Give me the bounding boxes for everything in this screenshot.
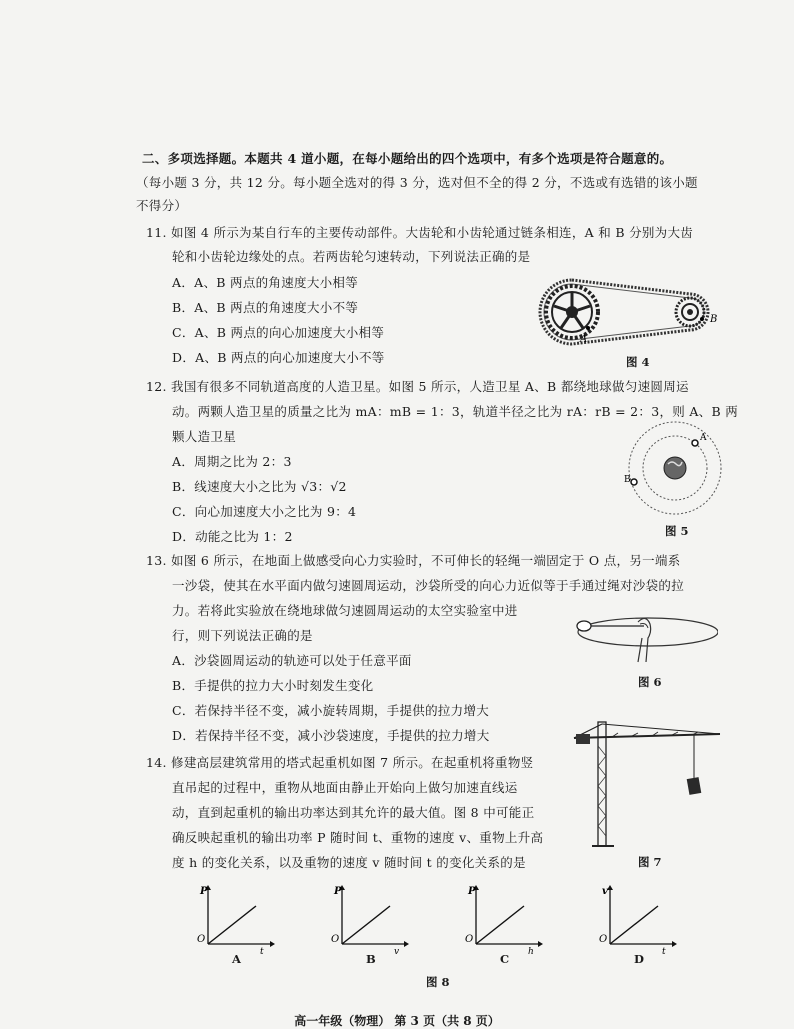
graph-b-origin: O — [331, 934, 340, 945]
q13-stem: 13. 如图 6 所示，在地面上做感受向心力实验时，不可伸长的轻绳一端固定于 O 点，另一端系 — [146, 553, 681, 568]
figure-5-satellite-orbits — [620, 420, 730, 520]
fig4-label-a: A — [580, 334, 588, 345]
graph-b-y-label: P — [334, 886, 342, 897]
fig5-label-a: A — [700, 433, 707, 443]
graph-d-origin: O — [599, 934, 608, 945]
q11-stem-cont: 轮和小齿轮边缘处的点。若两齿轮匀速转动，下列说法正确的是 — [172, 249, 531, 264]
fig4-caption: 图 4 — [626, 355, 650, 369]
graph-b-option: B — [366, 952, 376, 966]
graph-a — [196, 884, 276, 958]
graph-c-x-label: h — [528, 947, 534, 954]
graph-d-option: D — [634, 952, 644, 966]
fig4-label-b: B — [710, 314, 718, 325]
graph-c-y-label: P — [468, 886, 476, 897]
q14-stem: 14. 修建高层建筑常用的塔式起重机如图 7 所示。在起重机将重物竖 — [146, 755, 534, 770]
q13-stem-end: 行，则下列说法正确的是 — [172, 628, 313, 643]
q13-stem-cont: 一沙袋，使其在水平面内做匀速圆周运动，沙袋所受的向心力近似等于手通过绳对沙袋的拉 — [172, 578, 685, 593]
q11-option-a: A．A、B 两点的角速度大小相等 — [172, 275, 359, 290]
q14-stem-cont: 直吊起的过程中，重物从地面由静止开始向上做匀加速直线运 — [172, 780, 518, 795]
q12-option-b: B．线速度大小之比为 √3：√2 — [172, 479, 347, 494]
q12-option-d: D．动能之比为 1：2 — [172, 529, 293, 544]
q13-option-a: A．沙袋圆周运动的轨迹可以处于任意平面 — [172, 653, 412, 668]
graph-a-origin: O — [197, 934, 206, 945]
graph-d-x-label: t — [662, 947, 666, 954]
fig8-caption: 图 8 — [426, 975, 450, 989]
q12-option-a: A．周期之比为 2：3 — [172, 454, 292, 469]
q11-option-d: D．A、B 两点的向心加速度大小不等 — [172, 350, 385, 365]
figure-7-tower-crane — [572, 716, 722, 850]
graph-a-option: A — [232, 952, 241, 966]
q11-option-b: B．A、B 两点的角速度大小不等 — [172, 300, 359, 315]
section-scoring-rules-end: 不得分） — [136, 198, 188, 213]
q13-option-c: C．若保持半径不变，减小旋转周期，手提供的拉力增大 — [172, 703, 490, 718]
q11-option-c: C．A、B 两点的向心加速度大小相等 — [172, 325, 385, 340]
page-footer: 高一年级（物理） 第 3 页（共 8 页） — [294, 1014, 500, 1028]
fig5-caption: 图 5 — [665, 524, 689, 538]
section-scoring-rules: （每小题 3 分，共 12 分。每小题全选对的得 3 分，选对但不全的得 2 分，不选或有选错的该小题 — [136, 175, 698, 190]
figure-4-bicycle-gears — [530, 272, 730, 352]
q12-stem: 12. 我国有很多不同轨道高度的人造卫星。如图 5 所示，人造卫星 A、B 都绕地球做匀速圆周运 — [146, 379, 689, 394]
fig5-label-b: B — [624, 475, 631, 485]
q13-option-b: B．手提供的拉力大小时刻发生变化 — [172, 678, 374, 693]
graph-c-origin: O — [465, 934, 474, 945]
graph-c — [464, 884, 544, 958]
graph-d — [598, 884, 678, 958]
figure-6-sandbag-rotation — [568, 604, 718, 672]
q13-stem-cont2: 力。若将此实验放在绕地球做匀速圆周运动的太空实验室中进 — [172, 603, 518, 618]
graph-c-option: C — [500, 952, 510, 966]
fig6-caption: 图 6 — [638, 675, 662, 689]
graph-b — [330, 884, 410, 958]
graph-a-x-label: t — [260, 947, 264, 954]
q12-stem-end: 颗人造卫星 — [172, 429, 237, 444]
q12-stem-cont: 动。两颗人造卫星的质量之比为 mA：mB = 1：3，轨道半径之比为 rA：rB = 2：3，则 A、B 两 — [172, 404, 739, 419]
fig7-caption: 图 7 — [638, 855, 662, 869]
q13-option-d: D．若保持半径不变，减小沙袋速度，手提供的拉力增大 — [172, 728, 490, 743]
q14-stem-cont2: 动，直到起重机的输出功率达到其允许的最大值。图 8 中可能正 — [172, 805, 535, 820]
q14-stem-end: 度 h 的变化关系，以及重物的速度 v 随时间 t 的变化关系的是 — [172, 855, 526, 870]
q11-stem: 11. 如图 4 所示为某自行车的主要传动部件。大齿轮和小齿轮通过链条相连，A 和 B 分别为大齿 — [146, 225, 694, 240]
graph-d-y-label: v — [602, 886, 608, 897]
q14-stem-cont3: 确反映起重机的输出功率 P 随时间 t、重物的速度 v、重物上升高 — [172, 830, 544, 845]
graph-a-y-label: P — [200, 886, 208, 897]
section-heading: 二、多项选择题。本题共 4 道小题，在每小题给出的四个选项中，有多个选项是符合题意的。 — [142, 151, 673, 166]
graph-b-x-label: v — [394, 947, 400, 954]
q12-option-c: C．向心加速度大小之比为 9：4 — [172, 504, 357, 519]
